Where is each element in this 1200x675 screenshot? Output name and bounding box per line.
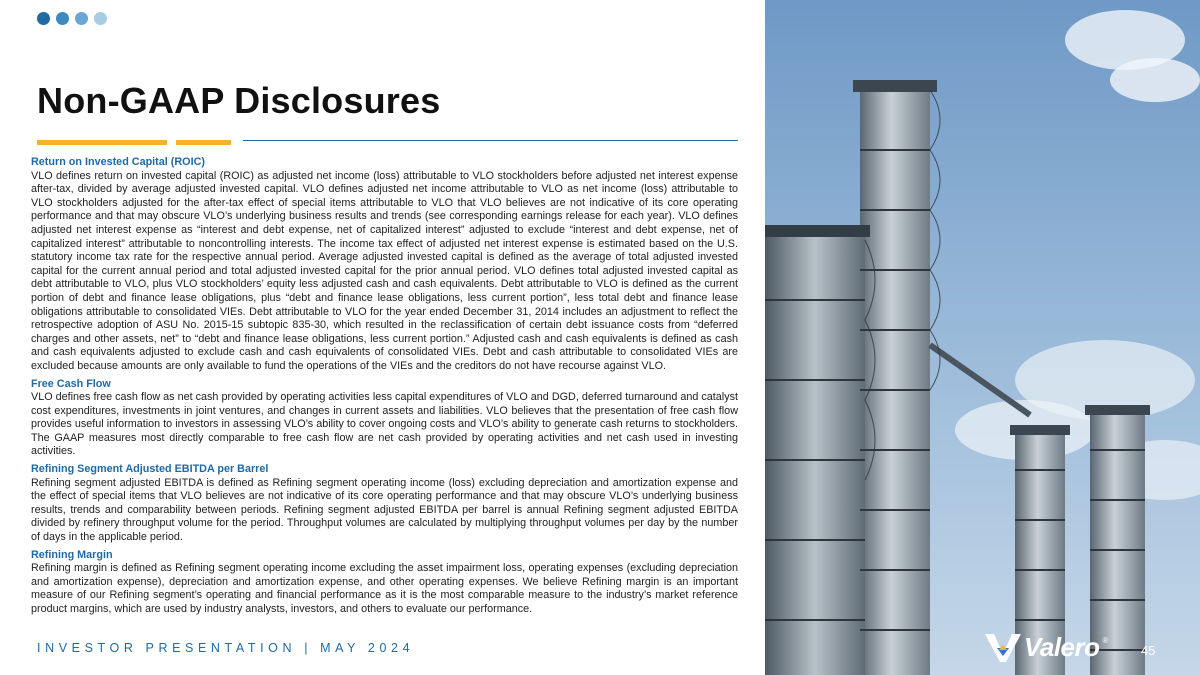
page-number: 45	[1141, 643, 1156, 658]
section-body: Refining margin is defined as Refining segment operating income excluding the asset impairment loss, operating expenses (excluding depreciation and amortization expense), depreciation and amortization expense, and other operating expenses. We believe Refining margin is an important measure of our Refining segment’s operating and financial performance as it is the most comparable measure to the industry’s market reference product margins, which are used by industry analysts, investors, and others to evaluate our performance.	[31, 562, 738, 615]
section-body: VLO defines return on invested capital (ROIC) as adjusted net income (loss) attributable to VLO stockholders before adjusted net interest expense after-tax, divided by average adjusted invested capital. VLO defines adjusted net income attributable to VLO as net income (loss) attributable to VLO stockholders adjusted for the after-tax effect of special items attributable to VLO that VLO believes are not indicative of its core operating performance and that may obscure VLO’s underlying business results and trends (see corresponding earnings release for each year). VLO defines adjusted net interest expense as “interest and debt expense, net of capitalized interest” adjusted to exclude “interest and debt expense, net of capitalized interest” attributable to noncontrolling interests. The income tax effect of adjusted net interest expense is estimated based on the U.S. statutory income tax rate for the respective annual period. Average adjusted invested capital is defined as the average of total adjusted invested capital for the current annual period and total adjusted invested capital for the prior annual period. VLO defines total adjusted invested capital as debt attributable to VLO, plus VLO stockholders’ equity less adjusted cash and cash equivalents. Debt attributable to VLO is defined as the current portion of debt and finance lease obligations, plus “debt and finance lease obligations, less current portion”, less total debt and finance lease obligations attributable to consolidated VIEs. Debt attributable to VLO for the year ended December 31, 2014 includes an adjustment to reflect the retrospective adoption of ASU No. 2015-15 subtopic 835-30, which resulted in the reclassification of certain debt issuance costs from “deferred charges and other assets, net” to “debt and finance lease obligations, less current portion.” Adjusted cash and cash equivalents is defined as cash and cash equivalents adjusted to exclude cash and cash equivalents of consolidated VIEs. Debt and cash attributable to consolidated VIEs are excluded because amounts are only available to fund the operations of the VIEs and the creditors do not have recourse against VLO.	[31, 169, 738, 372]
valero-logo	[985, 632, 1108, 663]
accent-rule-yellow-2	[176, 140, 231, 145]
registered-mark: ®	[1102, 636, 1109, 645]
accent-rule-blue	[243, 140, 738, 141]
accent-rule-yellow-1	[37, 140, 167, 145]
section-roic	[31, 156, 738, 374]
valero-v-icon	[985, 634, 1021, 662]
valero-wordmark: Valero	[1024, 632, 1100, 662]
section-free-cash-flow	[31, 378, 738, 460]
footer-label: INVESTOR PRESENTATION | MAY 2024	[37, 641, 415, 655]
dot-2	[56, 12, 69, 25]
progress-dots	[37, 12, 107, 25]
section-body: Refining segment adjusted EBITDA is defined as Refining segment operating income (loss) excluding depreciation and amortization expense and the effect of special items that VLO believes are not indicative of its core operating performance and that may obscure VLO’s underlying business results, trends and comparability between periods. Refining segment adjusted EBITDA per barrel is annual Refining segment adjusted EBITDA divided by refinery throughput volume for the period. Throughput volumes are calculated by multiplying throughput volumes per day by the number of days in the applicable period.	[31, 476, 738, 544]
disclosure-content	[31, 156, 738, 621]
section-heading: Refining Margin	[31, 548, 113, 561]
section-heading: Free Cash Flow	[31, 377, 111, 390]
section-body: VLO defines free cash flow as net cash provided by operating activities less capital expenditures of VLO and DGD, deferred turnaround and catalyst cost expenditures, investments in joint ventures, and changes in current assets and liabilities. VLO believes that the presentation of free cash flow provides useful information to investors in assessing VLO’s ability to cover ongoing costs and VLO’s ability to generate cash returns to stockholders. The GAAP measures most directly comparable to free cash flow are net cash provided by operating activities and net cash used in investing activities.	[31, 391, 738, 458]
section-refining-margin	[31, 549, 738, 617]
dot-3	[75, 12, 88, 25]
refinery-photo	[765, 0, 1200, 675]
dot-1	[37, 12, 50, 25]
page-title: Non-GAAP Disclosures	[37, 80, 441, 121]
refinery-illustration	[765, 0, 1200, 675]
section-heading: Return on Invested Capital (ROIC)	[31, 156, 205, 168]
section-heading: Refining Segment Adjusted EBITDA per Barrel	[31, 463, 269, 476]
dot-4	[94, 12, 107, 25]
section-refining-ebitda	[31, 463, 738, 545]
